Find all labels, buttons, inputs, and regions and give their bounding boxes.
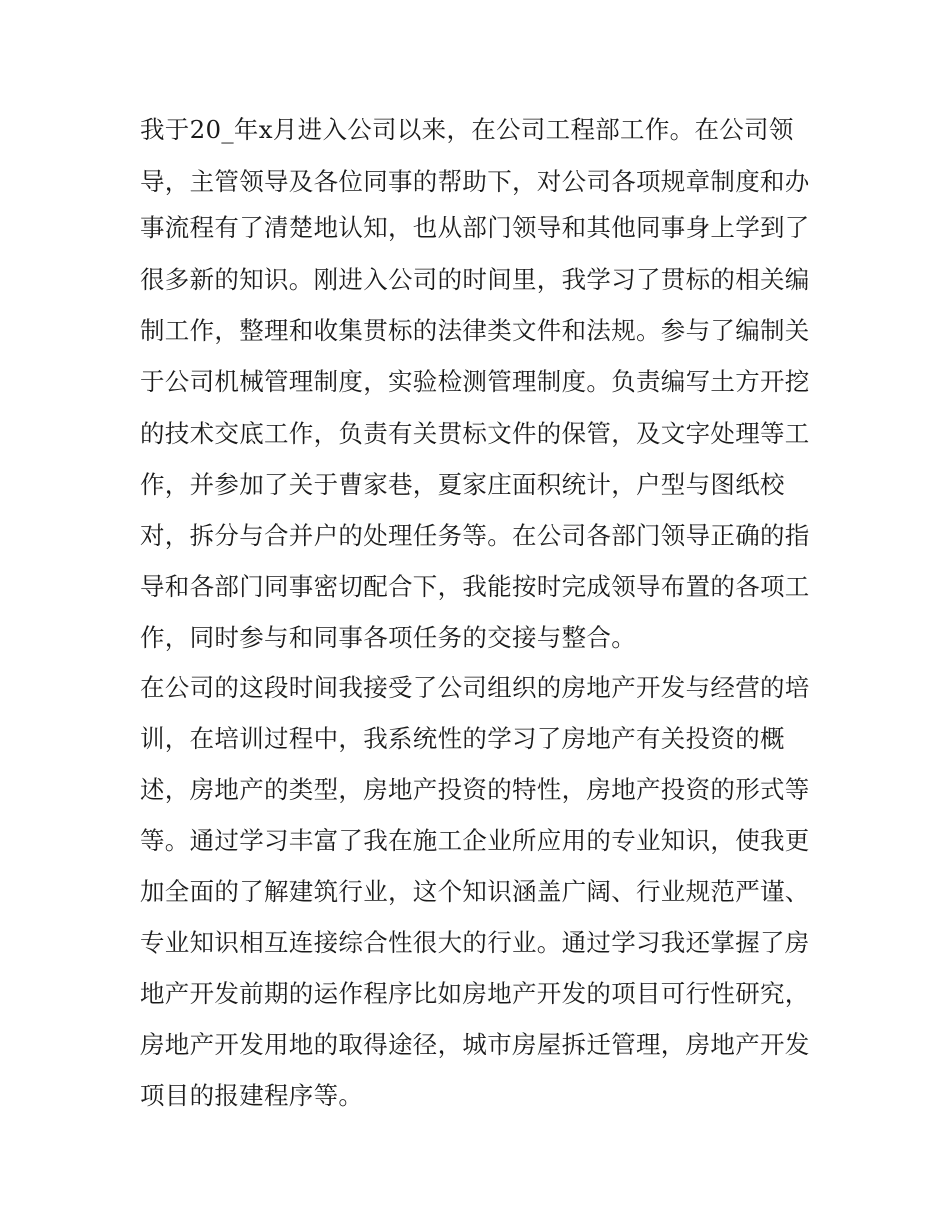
text-line: 房地产开发用地的取得途径，城市房屋拆迁管理，房地产开发 (140, 1030, 810, 1059)
text-line: 加全面的了解建筑行业，这个知识涵盖广阔、行业规范严谨、 (140, 877, 810, 906)
text-line: 述，房地产的类型，房地产投资的特性，房地产投资的形式等 (140, 775, 810, 804)
text-line: 地产开发前期的运作程序比如房地产开发的项目可行性研究， (140, 979, 810, 1008)
text-line: 于公司机械管理制度，实验检测管理制度。负责编写土方开挖 (140, 367, 810, 396)
text-line: 作，同时参与和同事各项任务的交接与整合。 (140, 623, 636, 652)
text-line: 在公司的这段时间我接受了公司组织的房地产开发与经营的培 (140, 673, 810, 702)
text-line: 作，并参加了关于曹家巷，夏家庄面积统计，户型与图纸校 (140, 470, 785, 499)
text-line: 训，在培训过程中，我系统性的学习了房地产有关投资的概 (140, 724, 785, 753)
text-line: 导和各部门同事密切配合下，我能按时完成领导布置的各项工 (140, 572, 810, 601)
text-line: 对，拆分与合并户的处理任务等。在公司各部门领导正确的指 (140, 521, 810, 550)
text-line: 我于20_年x月进入公司以来，在公司工程部工作。在公司领 (140, 115, 794, 144)
text-line: 等。通过学习丰富了我在施工企业所应用的专业知识，使我更 (140, 826, 810, 855)
text-line: 项目的报建程序等。 (140, 1081, 364, 1110)
text-line: 制工作，整理和收集贯标的法律类文件和法规。参与了编制关 (140, 316, 810, 345)
text-line: 专业知识相互连接综合性很大的行业。通过学习我还掌握了房 (140, 928, 810, 957)
text-line: 事流程有了清楚地认知，也从部门领导和其他同事身上学到了 (140, 213, 810, 242)
text-line: 很多新的知识。刚进入公司的时间里，我学习了贯标的相关编 (140, 265, 810, 294)
text-line: 的技术交底工作，负责有关贯标文件的保管，及文字处理等工 (140, 419, 810, 448)
text-line: 导，主管领导及各位同事的帮助下，对公司各项规章制度和办 (140, 167, 810, 196)
